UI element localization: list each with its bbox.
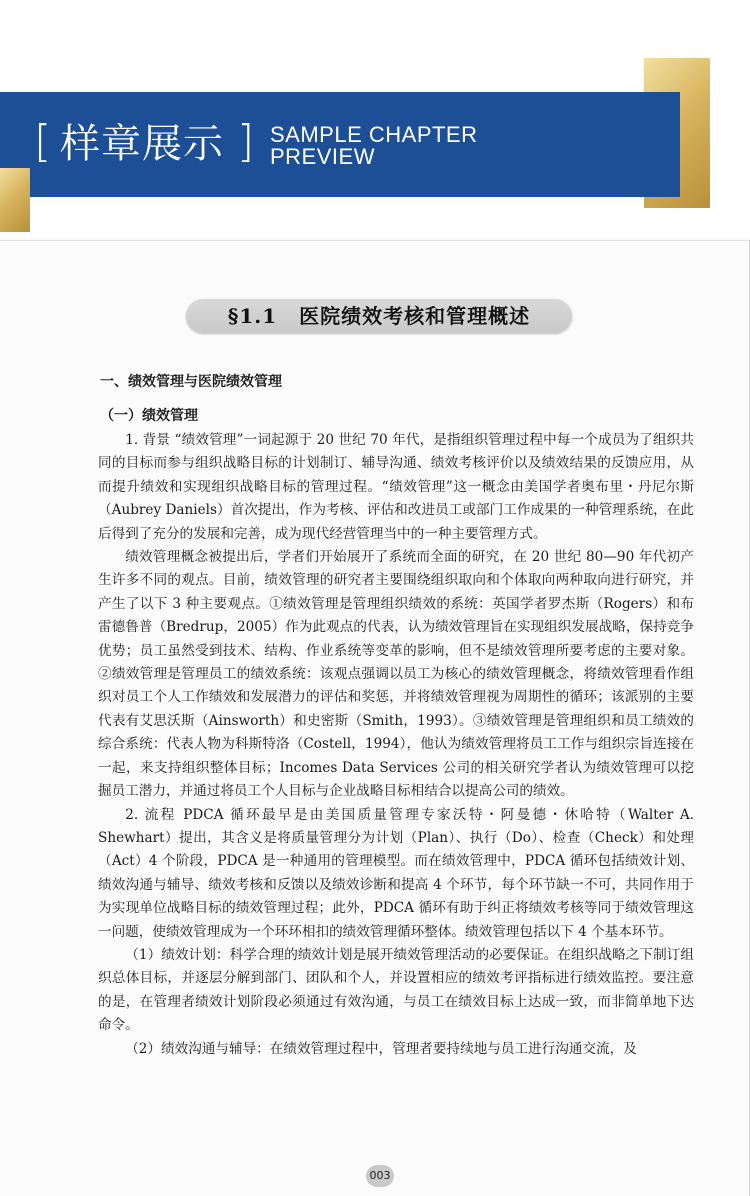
section-number: §1.1 — [227, 304, 278, 328]
book-page — [0, 240, 750, 1196]
heading-level2: （一）绩效管理 — [100, 408, 198, 424]
body-text — [98, 429, 694, 1061]
page-number: 003 — [366, 1165, 394, 1187]
section-title-pill — [186, 299, 572, 333]
banner-subtitle-line2: PREVIEW — [270, 144, 375, 169]
banner-open-bracket: [ — [34, 116, 52, 167]
banner-subtitle-line1: SAMPLE CHAPTER — [270, 122, 478, 147]
paragraph: 1. 背景 “绩效管理”一词起源于 20 世纪 70 年代，是指组织管理过程中每一个成员为了组织共同的目标而参与组织战略目标的计划制订、辅导沟通、绩效考核评价以及绩效结果的反馈应用，从而提升绩效和实现组织战略目标的管理过程。“绩效管理”这一概念由美国学者奥布里・丹尼尔斯（Aubrey Daniels）首次提出，作为考核、评估和改进员工或部门工作成果的一种管理系统，在此后得到了充分的发展和完善，成为现代经营管理当中的一种主要管理方式。 — [98, 432, 694, 542]
gold-accent-block-left — [0, 168, 30, 232]
paragraph: 绩效管理概念被提出后，学者们开始展开了系统而全面的研究，在 20 世纪 80—90 年代初产生许多不同的观点。目前，绩效管理的研究者主要围绕组织取向和个体取向两种取向进行研究，并产生了以下 3 种主要观点。①绩效管理是管理组织绩效的系统：英国学者罗杰斯（Rogers）和布雷德鲁普（Bredrup，2005）作为此观点的代表，认为绩效管理旨在实现组织发展战略，保持竞争优势；员工虽然受到技术、结构、作业系统等变革的影响，但不是绩效管理所要考虑的主要对象。②绩效管理是管理员工的绩效系统：该观点强调以员工为核心的绩效管理概念，将绩效管理看作组织对员工个人工作绩效和发展潜力的评估和奖惩，并将绩效管理视为周期性的循环；该派别的主要代表有艾思沃斯（Ainsworth）和史密斯（Smith，1993）。③绩效管理是管理组织和员工绩效的综合系统：代表人物为科斯特洛（Costell，1994），他认为绩效管理将员工工作与组织宗旨连接在一起，来支持组织整体目标；Incomes Data Services 公司的相关研究学者认为绩效管理可以挖掘员工潜力，并通过将员工个人目标与企业战略目标相结合以提高公司的绩效。 — [98, 549, 694, 800]
paragraph: 2. 流程 PDCA 循环最早是由美国质量管理专家沃特・阿曼德・休哈特（Walter A. Shewhart）提出，其含义是将质量管理分为计划（Plan）、执行（Do）、检查（Check）和处理（Act）4 个阶段，PDCA 是一种通用的管理模型。而在绩效管理中，PDCA 循环包括绩效计划、绩效沟通与辅导、绩效考核和反馈以及绩效诊断和提高 4 个环节，每个环节缺一不可，共同作用于为实现单位战略目标的绩效管理过程；此外，PDCA 循环有助于纠正将绩效考核等同于绩效管理这一问题，使绩效管理成为一个环环相扣的绩效管理循环整体。绩效管理包括以下 4 个基本环节。 — [98, 806, 694, 940]
paragraph: （1）绩效计划：科学合理的绩效计划是展开绩效管理活动的必要保证。在组织战略之下制订组织总体目标，并逐层分解到部门、团队和个人，并设置相应的绩效考评指标进行绩效监控。要注意的是，在管理者绩效计划阶段必须通过有效沟通，与员工在绩效目标上达成一致，而非简单地下达命令。 — [98, 946, 694, 1034]
banner-close-bracket: ] — [237, 116, 255, 167]
banner-subtitle — [270, 124, 478, 168]
heading-level1: 一、绩效管理与医院绩效管理 — [100, 374, 282, 390]
sample-chapter-banner — [0, 92, 680, 197]
paragraph: （2）绩效沟通与辅导：在绩效管理过程中，管理者要持续地与员工进行沟通交流，及 — [125, 1040, 637, 1057]
section-title: 医院绩效考核和管理概述 — [299, 304, 531, 328]
banner-title: 样章展示 — [60, 121, 224, 167]
